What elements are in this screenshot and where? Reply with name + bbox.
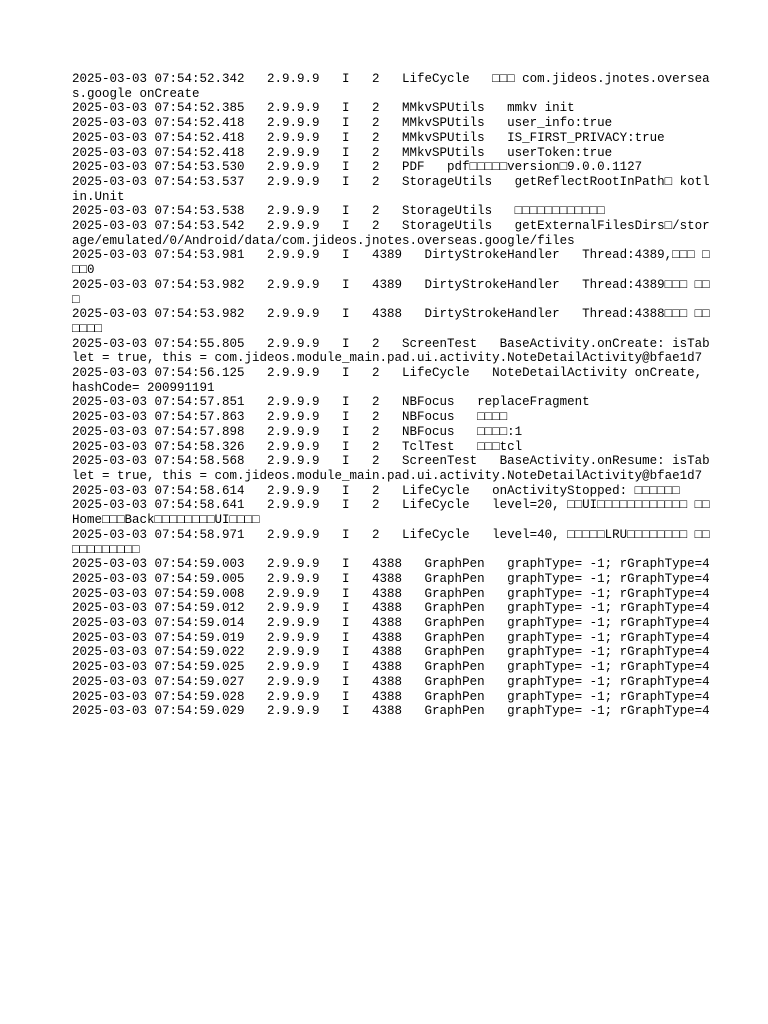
- log-entry: 2025-03-03 07:54:58.971 2.9.9.9 I 2 LifeCycle level=40, □□□□□LRU□□□□□□□□ □□□□□□□□□□□: [72, 527, 710, 557]
- log-entry: 2025-03-03 07:54:58.326 2.9.9.9 I 2 TclTest □□□tcl: [72, 439, 523, 454]
- log-entry: 2025-03-03 07:54:59.014 2.9.9.9 I 4388 GraphPen graphType= -1; rGraphType=4: [72, 616, 710, 631]
- log-entry: 2025-03-03 07:54:58.641 2.9.9.9 I 2 LifeCycle level=20, □□UI□□□□□□□□□□□□ □□Home□□□Back□□□□□□□□UI□□□□: [72, 498, 710, 528]
- log-entry: 2025-03-03 07:54:56.125 2.9.9.9 I 2 LifeCycle NoteDetailActivity onCreate, hashCode= 200991191: [72, 366, 710, 395]
- log-entry: 2025-03-03 07:54:53.537 2.9.9.9 I 2 StorageUtils getReflectRootInPath□ kotlin.Unit: [72, 174, 710, 204]
- log-entry: 2025-03-03 07:54:52.418 2.9.9.9 I 2 MMkvSPUtils userToken:true: [72, 145, 613, 160]
- log-entry: 2025-03-03 07:54:59.008 2.9.9.9 I 4388 GraphPen graphType= -1; rGraphType=4: [72, 586, 710, 601]
- log-entry: 2025-03-03 07:54:57.851 2.9.9.9 I 2 NBFocus replaceFragment: [72, 395, 590, 410]
- log-entry: 2025-03-03 07:54:53.542 2.9.9.9 I 2 StorageUtils getExternalFilesDirs□/storage/emulated/0/Android/data/com.jideos.jnotes.overseas.google/files: [72, 219, 710, 248]
- log-entry: 2025-03-03 07:54:57.863 2.9.9.9 I 2 NBFocus □□□□: [72, 410, 508, 425]
- log-entry: 2025-03-03 07:54:59.028 2.9.9.9 I 4388 GraphPen graphType= -1; rGraphType=4: [72, 689, 710, 704]
- log-entry: 2025-03-03 07:54:52.342 2.9.9.9 I 2 LifeCycle □□□ com.jideos.jnotes.overseas.google onCreate: [72, 72, 710, 101]
- log-entry: 2025-03-03 07:54:53.530 2.9.9.9 I 2 PDF pdf□□□□□version□9.0.0.1127: [72, 160, 643, 175]
- log-entry: 2025-03-03 07:54:55.805 2.9.9.9 I 2 ScreenTest BaseActivity.onCreate: isTablet = true, this = com.jideos.module_main.pad.ui.activity.NoteDetailActivity@bfae1d7: [72, 336, 710, 366]
- log-entry: 2025-03-03 07:54:52.418 2.9.9.9 I 2 MMkvSPUtils IS_FIRST_PRIVACY:true: [72, 130, 665, 145]
- log-entry: 2025-03-03 07:54:52.385 2.9.9.9 I 2 MMkvSPUtils mmkv init: [72, 101, 575, 116]
- log-entry: 2025-03-03 07:54:58.568 2.9.9.9 I 2 ScreenTest BaseActivity.onResume: isTablet = true, this = com.jideos.module_main.pad.ui.activity.NoteDetailActivity@bfae1d7: [72, 454, 710, 483]
- log-entry: 2025-03-03 07:54:59.005 2.9.9.9 I 4388 GraphPen graphType= -1; rGraphType=4: [72, 571, 710, 586]
- log-entry: 2025-03-03 07:54:59.012 2.9.9.9 I 4388 GraphPen graphType= -1; rGraphType=4: [72, 601, 710, 616]
- log-entry: 2025-03-03 07:54:52.418 2.9.9.9 I 2 MMkvSPUtils user_info:true: [72, 116, 613, 131]
- log-entry: 2025-03-03 07:54:53.981 2.9.9.9 I 4389 DirtyStrokeHandler Thread:4389,□□□ □□□0: [72, 248, 710, 278]
- log-entry: 2025-03-03 07:54:53.982 2.9.9.9 I 4389 DirtyStrokeHandler Thread:4389□□□ □□□: [72, 277, 710, 307]
- log-entry: 2025-03-03 07:54:53.538 2.9.9.9 I 2 StorageUtils □□□□□□□□□□□□: [72, 204, 605, 219]
- log-document: [72, 72, 712, 719]
- log-entry: 2025-03-03 07:54:59.003 2.9.9.9 I 4388 GraphPen graphType= -1; rGraphType=4: [72, 557, 710, 572]
- log-entry: 2025-03-03 07:54:59.022 2.9.9.9 I 4388 GraphPen graphType= -1; rGraphType=4: [72, 645, 710, 660]
- log-entry: 2025-03-03 07:54:57.898 2.9.9.9 I 2 NBFocus □□□□:1: [72, 424, 523, 439]
- log-entry: 2025-03-03 07:54:59.027 2.9.9.9 I 4388 GraphPen graphType= -1; rGraphType=4: [72, 674, 710, 689]
- log-entry: 2025-03-03 07:54:58.614 2.9.9.9 I 2 LifeCycle onActivityStopped: □□□□□□: [72, 483, 680, 498]
- log-entry: 2025-03-03 07:54:59.029 2.9.9.9 I 4388 GraphPen graphType= -1; rGraphType=4: [72, 704, 710, 719]
- log-entry: 2025-03-03 07:54:53.982 2.9.9.9 I 4388 DirtyStrokeHandler Thread:4388□□□ □□□□□□: [72, 307, 710, 336]
- log-entry: 2025-03-03 07:54:59.019 2.9.9.9 I 4388 GraphPen graphType= -1; rGraphType=4: [72, 630, 710, 645]
- log-entry: 2025-03-03 07:54:59.025 2.9.9.9 I 4388 GraphPen graphType= -1; rGraphType=4: [72, 660, 710, 675]
